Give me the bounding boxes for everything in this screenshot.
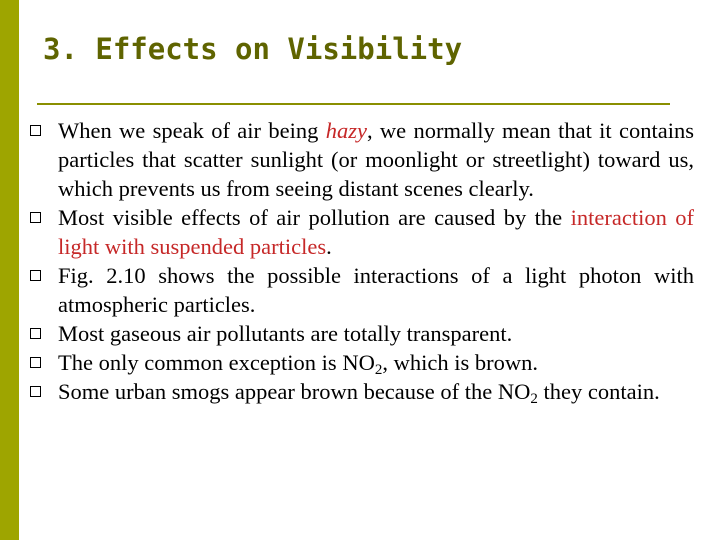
bullet-text: Most gaseous air pollutants are totally transparent. — [58, 321, 513, 346]
square-bullet-icon — [30, 125, 41, 136]
bullet-item-no2-exception — [30, 348, 694, 377]
square-bullet-icon — [30, 212, 41, 223]
bullet-item-brown-smog — [30, 377, 694, 406]
subscript: 2 — [374, 362, 383, 378]
title-divider — [37, 103, 670, 105]
emphasis-interaction: interaction of light with suspended particles — [58, 205, 694, 259]
slide-title: 3. Effects on Visibility — [43, 32, 463, 66]
side-accent-bar — [0, 0, 19, 540]
square-bullet-icon — [30, 270, 41, 281]
square-bullet-icon — [30, 357, 41, 368]
bullet-text: Most visible effects of air pollution are caused by the — [58, 205, 571, 230]
bullet-item-figure-ref — [30, 261, 694, 319]
bullet-text: . — [326, 234, 332, 259]
subscript: 2 — [530, 391, 538, 407]
bullet-list — [30, 116, 694, 406]
bullet-text: The only common exception is NO — [58, 350, 375, 375]
bullet-text: , we normally mean that it contains particles that scatter sunlight (or moonlight or streetlight) toward us, which prevents us from seeing distant scenes clearly. — [58, 118, 695, 201]
square-bullet-icon — [30, 328, 41, 339]
square-bullet-icon — [30, 386, 41, 397]
bullet-item-transparent — [30, 319, 694, 348]
bullet-item-hazy — [30, 116, 694, 203]
bullet-text: they contain. — [537, 379, 660, 404]
bullet-text: Some urban smogs appear brown because of the NO — [58, 379, 531, 404]
emphasis-hazy: hazy — [325, 118, 367, 143]
bullet-text: , which is brown. — [382, 350, 538, 375]
bullet-text: Fig. 2.10 shows the possible interactions of a light photon with atmospheric particles. — [58, 263, 694, 317]
bullet-text: When we speak of air being — [58, 118, 326, 143]
bullet-item-visible-effects — [30, 203, 694, 261]
